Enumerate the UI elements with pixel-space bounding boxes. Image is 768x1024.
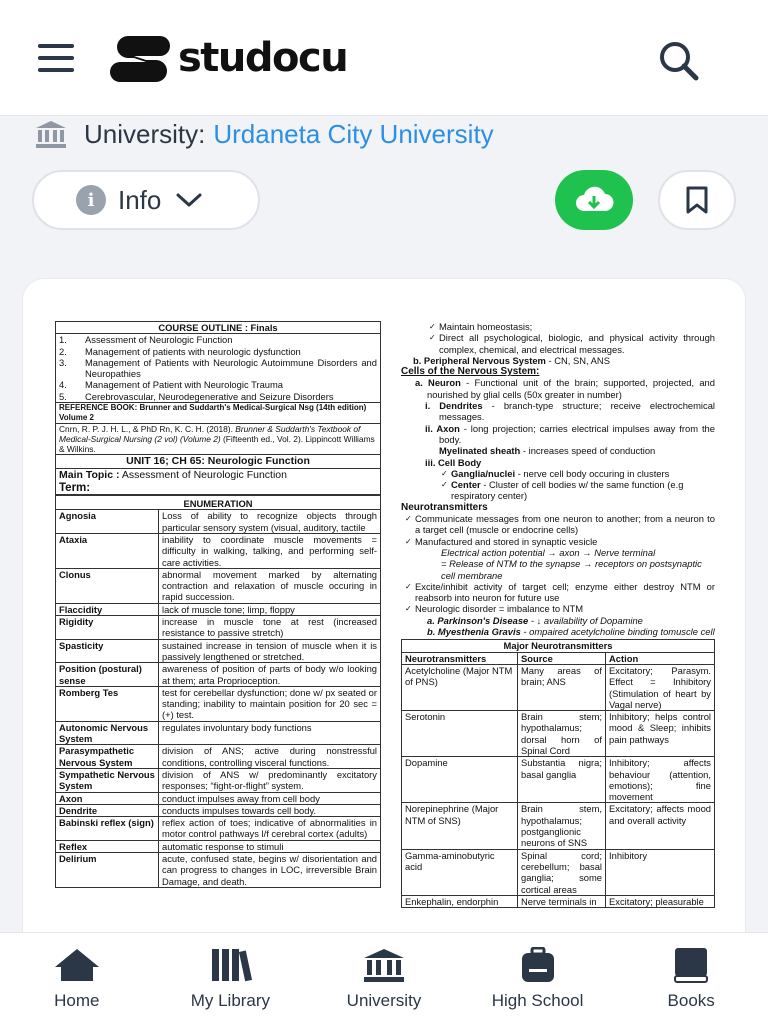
search-icon[interactable] bbox=[656, 38, 702, 84]
list-item: ✓ Center - Cluster of cell bodies w/ the same function (e.g respiratory center) bbox=[451, 479, 715, 502]
enumeration-header: ENUMERATION bbox=[56, 496, 381, 510]
table-row: Enkephalin, endorphin Nerve terminals in Excitatory; pleasurable bbox=[402, 895, 715, 907]
list-item: ✓ Neurologic disorder = imbalance to NTM bbox=[415, 603, 715, 614]
nav-books[interactable] bbox=[614, 933, 768, 1024]
myelin-line: Myelinated sheath - increases speed of conduction bbox=[439, 445, 656, 457]
university-link[interactable]: Urdaneta City University bbox=[213, 118, 494, 149]
table-row: Position (postural) sense awareness of position of parts of body w/o looking at them; arta Proprioception. bbox=[56, 663, 381, 687]
list-item: ✓ Ganglia/nuclei - nerve cell body occuring in clusters bbox=[451, 468, 715, 479]
top-bar bbox=[0, 0, 768, 116]
list-item: ✓ Manufactured and stored in synaptic vesicle bbox=[415, 536, 715, 547]
cell-body-line: iii. Cell Body bbox=[425, 456, 482, 468]
table-row: Babinski reflex (sign) reflex action of toes; indicative of abnormalities in motor control pathways l/f cerebral cortex (adults) bbox=[56, 817, 381, 841]
table-row: Norepinephrine (Major NTM of SNS) Brain stem, hypothalamus; postganglionic neurons of SNS Excitatory; affects mood and overall activity bbox=[402, 803, 715, 849]
list-item: ✓ Maintain homeostasis; bbox=[439, 321, 715, 332]
university-row bbox=[34, 114, 494, 154]
bookmark-icon bbox=[684, 185, 710, 215]
table-row: Dopamine Substantia nigra; basal ganglia Inhibitory; affects behaviour (attention, emotions); fine movement bbox=[402, 757, 715, 803]
table-row: Axon conduct impulses away from cell body bbox=[56, 792, 381, 804]
document-page bbox=[55, 321, 715, 941]
table-row: Flaccidity lack of muscle tone; limp, floppy bbox=[56, 603, 381, 615]
enumeration-table bbox=[55, 495, 381, 888]
course-outline-table bbox=[55, 321, 381, 495]
myasthenia-line: b. Myesthenia Gravis - ompaired acetylcholine binding tomuscle cell bbox=[427, 626, 715, 638]
list-item: ✓ Communicate messages from one neuron to another; from a neuron to a target cell (muscle or endocrine cells) bbox=[415, 513, 715, 536]
ntm-flow: Electrical action potential → axon → Nerve terminal = Release of NTM to the synapse → receptors on postsynaptic cell membrane bbox=[441, 546, 702, 581]
parkinson-line: a. Parkinson's Disease - ↓ availability of Dopamine bbox=[427, 614, 643, 626]
nav-home[interactable] bbox=[0, 933, 154, 1024]
bookmark-button[interactable] bbox=[658, 170, 736, 230]
ntm-title: Neurotransmitters bbox=[401, 501, 488, 513]
list-item: 1. Assessment of Neurologic Function bbox=[59, 334, 233, 346]
nav-my-library[interactable] bbox=[154, 933, 308, 1024]
table-row: Romberg Tes test for cerebellar dysfunction; done w/ px seated or standing; inability to maintain position for 20 sec = (+) test. bbox=[56, 686, 381, 721]
reference-book: REFERENCE BOOK: Brunner and Suddarth's Medical-Surgical Nsg (14th edition) Volume 2 bbox=[56, 403, 381, 424]
table-row: Parasympathetic Nervous System division of ANS; active during nonstressful conditions, controlling visceral functions. bbox=[56, 745, 381, 769]
home-icon bbox=[53, 947, 101, 983]
table-row: Agnosia Loss of ability to recognize objects through particular sensory system (visual, auditory, tactile bbox=[56, 510, 381, 534]
list-item: 2. Management of patients with neurologic dysfunction bbox=[59, 345, 301, 357]
nav-label: High School bbox=[491, 991, 584, 1010]
brand-name: studocu bbox=[178, 35, 348, 81]
nav-label: University bbox=[346, 991, 422, 1010]
high-school-icon bbox=[514, 947, 562, 983]
library-icon bbox=[206, 947, 254, 983]
list-item: 4. Management of Patient with Neurologic Trauma bbox=[59, 379, 284, 391]
nav-university[interactable] bbox=[307, 933, 461, 1024]
list-item: ✓ Excite/inhibit activity of target cell; enzyme either destroy NTM or reabsorb into neuron for future use bbox=[415, 581, 715, 604]
info-button[interactable] bbox=[32, 170, 260, 230]
table-row: Reflex automatic response to stimuli bbox=[56, 840, 381, 852]
nav-high-school[interactable] bbox=[461, 933, 615, 1024]
chevron-down-icon bbox=[175, 191, 203, 209]
university-label: University: bbox=[84, 118, 206, 149]
list-item: ✓ Direct all psychological, biologic, and physical activity through complex, chemical, and electrical messages. bbox=[439, 332, 715, 355]
bottom-nav bbox=[0, 932, 768, 1024]
nav-label: My Library bbox=[190, 991, 271, 1010]
table-row: Delirium acute, confused state, begins w/ disorientation and can progress to changes in LOC, irreversible Brain Damage, and death. bbox=[56, 852, 381, 887]
right-column bbox=[401, 321, 715, 908]
menu-icon[interactable] bbox=[38, 44, 74, 72]
outline-title: COURSE OUTLINE : Finals bbox=[56, 322, 381, 334]
column-header: Source bbox=[518, 652, 606, 664]
table-row: Clonus abnormal movement marked by alternating contraction and relaxation of muscle occuring in rapid succession. bbox=[56, 568, 381, 603]
major-ntm-title: Major Neurotransmitters bbox=[402, 640, 715, 652]
unit-title: UNIT 16; CH 65: Neurologic Function bbox=[56, 455, 381, 469]
table-row: Rigidity increase in muscle tone at rest (increased resistance to passive stretch) bbox=[56, 616, 381, 640]
column-header: Neurotransmitters bbox=[402, 652, 518, 664]
table-row: Acetylcholine (Major NTM of PNS) Many areas of brain; ANS Excitatory; Parasym. Effect = Inhibitory (Stimulation of heart by Vagal nerve) bbox=[402, 664, 715, 710]
table-row: Sympathetic Nervous System division of ANS w/ predominantly excitatory responses; “fight-or-flight” system. bbox=[56, 768, 381, 792]
university-icon bbox=[360, 947, 408, 983]
info-label: Info bbox=[118, 184, 162, 215]
neuron-line: a. Neuron - Functional unit of the brain; supported, projected, and nourished by glial cells (50x greater in number) bbox=[415, 377, 715, 400]
university-icon bbox=[34, 119, 68, 149]
outline-list bbox=[59, 334, 377, 402]
left-column bbox=[55, 321, 381, 888]
info-icon: i bbox=[76, 185, 106, 215]
dendrites-line: i. Dendrites - branch-type structure; receive electrochemical messages. bbox=[425, 400, 715, 423]
column-header: Action bbox=[606, 652, 715, 664]
major-neurotransmitters-table bbox=[401, 639, 715, 908]
nav-label: Home bbox=[54, 991, 100, 1010]
main-topic: Main Topic : Assessment of Neurologic Function Term: bbox=[56, 469, 381, 495]
list-item: 3. Management of Patients with Neurologic Autoimmune Disorders and Neuropathies bbox=[59, 356, 377, 380]
cells-title: Cells of the Nervous System: bbox=[401, 366, 540, 378]
table-row: Dendrite conducts impulses towards cell body. bbox=[56, 804, 381, 816]
studocu-logo[interactable] bbox=[110, 32, 347, 84]
studocu-logo-icon bbox=[110, 34, 170, 82]
cloud-download-icon bbox=[574, 185, 614, 215]
table-row: Serotonin Brain stem; hypothalamus; dorsal horn of Spinal Cord Inhibitory; helps control mood & Sleep; inhibits pain pathways bbox=[402, 711, 715, 757]
axon-line: ii. Axon - long projection; carries electrical impulses away from the body. bbox=[425, 422, 715, 445]
table-row: Ataxia inability to coordinate muscle movements = difficulty in walking, talking, and performing self-care activities. bbox=[56, 533, 381, 568]
pns-line: b. Peripheral Nervous System - CN, SN, ANS bbox=[413, 354, 610, 366]
table-row: Autonomic Nervous System regulates involuntary body functions bbox=[56, 721, 381, 745]
book-icon bbox=[667, 947, 715, 983]
document-preview[interactable] bbox=[22, 278, 746, 968]
table-row: Spasticity sustained increase in tension of muscle when it is passively lengthened or stretched. bbox=[56, 639, 381, 663]
list-item: 5. Cerebrovascular, Neurodegenerative and Seizure Disorders bbox=[59, 390, 334, 402]
table-row: Gamma-aminobutyric acid Spinal cord; cerebellum; basal ganglia; some cortical areas Inhibitory bbox=[402, 849, 715, 895]
citation: Cnrn, R. P. J. H. L., & PhD Rn, K. C. H. (2018). Brunner & Suddarth's Textbook of Medical-Surgical Nursing (2 vol) (Volume 2) (Fifteenth ed., Vol. 2). Lippincott Williams & Wilkins. bbox=[56, 424, 381, 455]
download-button[interactable] bbox=[555, 170, 633, 230]
nav-label: Books bbox=[667, 991, 715, 1010]
